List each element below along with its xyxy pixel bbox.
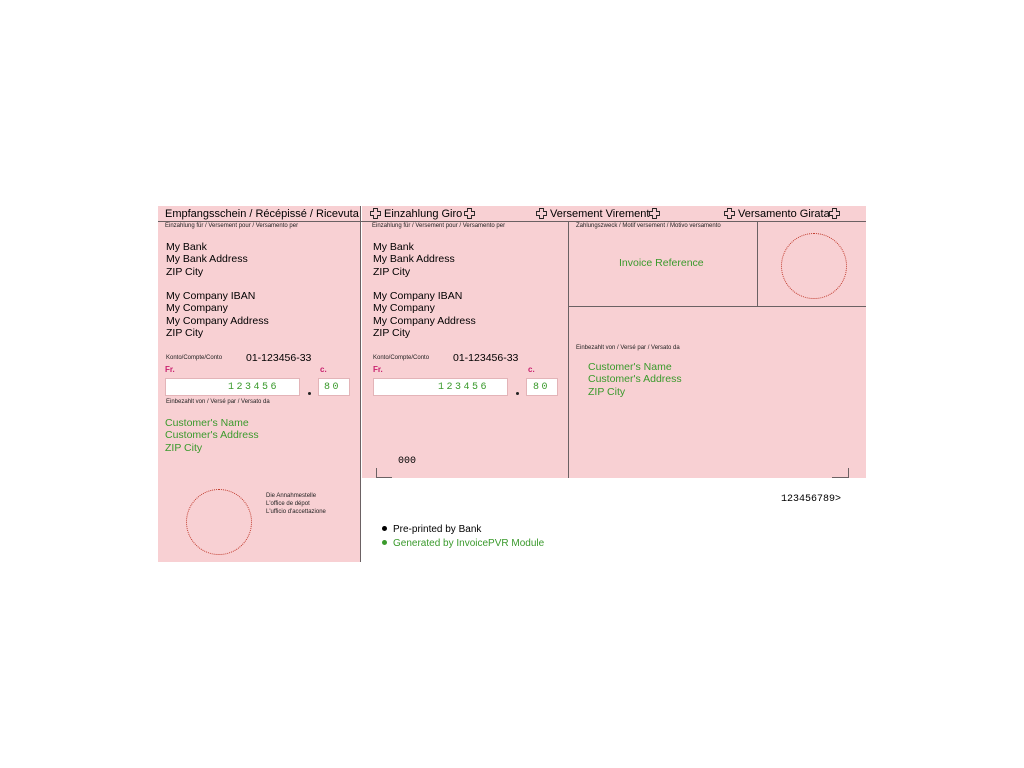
customer-line: Customer's Address	[165, 429, 259, 442]
swiss-cross-icon	[370, 208, 381, 219]
company-line: ZIP City	[373, 327, 411, 340]
customer-line: ZIP City	[165, 441, 203, 454]
receipt-fr-label: Fr.	[165, 365, 175, 374]
payment-paid-by-label: Einbezahlt von / Versé par / Versato da	[576, 345, 680, 351]
middle-divider	[568, 221, 569, 478]
purpose-bottom-line	[568, 306, 866, 307]
stamp-box-divider	[757, 221, 758, 306]
receipt-customer-address	[165, 417, 259, 454]
company-line: ZIP City	[166, 327, 204, 340]
payment-cents-value: 80	[533, 382, 551, 393]
payment-account-number: 01-123456-33	[453, 352, 519, 364]
receipt-divider	[360, 206, 361, 562]
corner-mark-right	[848, 468, 849, 478]
decimal-point	[308, 392, 311, 395]
company-line: My Company	[166, 302, 228, 315]
bank-line: ZIP City	[373, 265, 411, 278]
header-title-virement: Versement Virement	[550, 208, 650, 220]
black-bullet-icon	[382, 526, 387, 531]
payment-company-address	[373, 290, 476, 340]
customer-line: Customer's Address	[588, 373, 682, 386]
bank-line: My Bank Address	[166, 253, 248, 266]
payment-customer-address	[588, 361, 682, 398]
company-line: My Company Address	[373, 314, 476, 327]
receipt-francs-value: 123456	[228, 382, 280, 393]
header-title-girata: Versamento Girata	[738, 208, 830, 220]
swiss-cross-icon	[724, 208, 735, 219]
swiss-cross-icon	[536, 208, 547, 219]
receipt-bank-address	[166, 241, 248, 278]
header-underline	[158, 221, 866, 222]
receipt-cents-value: 80	[324, 382, 342, 393]
company-line: My Company	[373, 302, 435, 315]
bank-line: My Bank Address	[373, 253, 455, 266]
company-line: My Company IBAN	[373, 290, 463, 302]
legend-generated: Generated by InvoicePVR Module	[382, 538, 544, 550]
payment-francs-value: 123456	[438, 382, 490, 393]
corner-mark-right-h	[832, 477, 848, 478]
company-line: My Company Address	[166, 314, 269, 327]
payment-slip	[158, 206, 866, 562]
invoice-reference: Invoice Reference	[619, 257, 704, 269]
coding-line: 123456789>	[781, 494, 842, 505]
decimal-point	[516, 392, 519, 395]
receipt-stamp-circle	[186, 489, 252, 555]
bank-line: ZIP City	[166, 265, 204, 278]
receipt-account-label: Konto/Compte/Conto	[166, 355, 223, 361]
customer-line: Customer's Name	[588, 361, 672, 373]
payment-bank-address	[373, 241, 455, 278]
swiss-cross-icon	[829, 208, 840, 219]
receipt-c-label: c.	[320, 365, 327, 374]
legend-preprinted: Pre-printed by Bank	[382, 524, 481, 536]
payment-for-label: Einzahlung für / Versement pour / Versamento per	[372, 223, 506, 229]
green-bullet-icon	[382, 540, 387, 545]
bank-line: My Bank	[166, 241, 207, 253]
corner-mark-left-h	[376, 477, 392, 478]
acceptance-office-label: Die Annahmestelle L'office de dépot L'ufficio d'accettazione	[266, 493, 326, 515]
payment-stamp-circle	[781, 233, 847, 299]
receipt-account-number: 01-123456-33	[246, 352, 312, 364]
reference-code: 000	[398, 456, 417, 467]
payment-account-label: Konto/Compte/Conto	[373, 355, 430, 361]
header-title-giro: Einzahlung Giro	[384, 208, 463, 220]
company-line: My Company IBAN	[166, 290, 256, 302]
payment-fr-label: Fr.	[373, 365, 383, 374]
customer-line: ZIP City	[588, 385, 626, 398]
payment-c-label: c.	[528, 365, 535, 374]
receipt-payment-for-label: Einzahlung für / Versement pour / Versamento per	[165, 223, 299, 229]
swiss-cross-icon	[464, 208, 475, 219]
customer-line: Customer's Name	[165, 417, 249, 429]
receipt-title: Empfangsschein / Récépissé / Ricevuta	[165, 208, 359, 220]
swiss-cross-icon	[649, 208, 660, 219]
receipt-paid-by-label: Einbezahlt von / Versé par / Versato da	[166, 399, 270, 405]
bank-line: My Bank	[373, 241, 414, 253]
receipt-company-address	[166, 290, 269, 340]
purpose-label: Zahlungszweck / Motif versement / Motivo versamento	[576, 223, 721, 229]
